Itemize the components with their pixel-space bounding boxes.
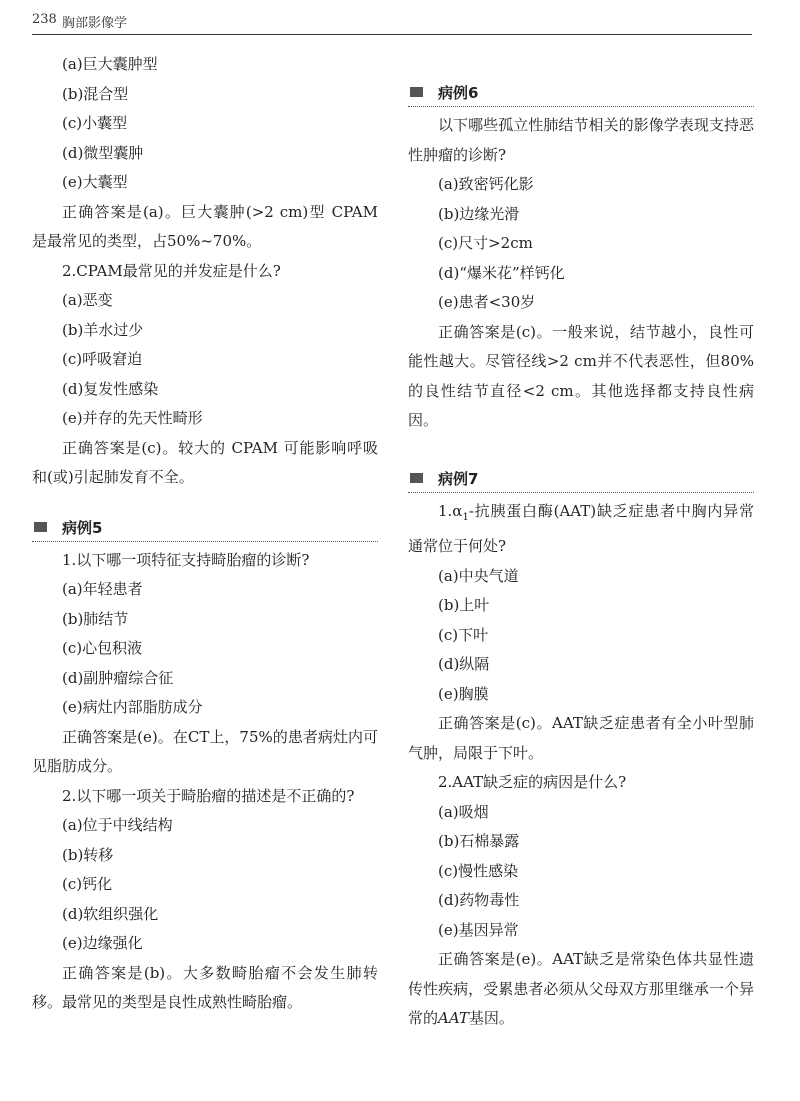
question-text: 2.以下哪一项关于畸胎瘤的描述是不正确的?: [62, 786, 355, 805]
option-item: (e)边缘强化: [62, 934, 143, 952]
option-item: (b)石棉暴露: [438, 832, 520, 850]
answer-text: 正确答案是(e)。AAT缺乏是常染色体共显性遗传性疾病，受累患者必须从父母双方那里继承一个异常的: [408, 950, 754, 1027]
question-rest: -抗胰蛋白酶(AAT)缺乏症患者中胸内异常通常位于何处?: [408, 501, 754, 555]
option-item: (a)恶变: [62, 291, 113, 309]
option-item: (b)转移: [62, 845, 114, 864]
option-item: (b)上叶: [438, 596, 490, 614]
question-text: 以下哪些孤立性肺结节相关的影像学表现支持恶性肿瘤的诊断?: [408, 116, 754, 164]
option-item: (a)位于中线结构: [62, 816, 173, 834]
case-title: 病例5: [62, 518, 103, 537]
question-text: 1.以下哪一项特征支持畸胎瘤的诊断?: [62, 550, 310, 569]
answer-paragraph: 正确答案是(c)。较大的 CPAM 可能影响呼吸和(或)引起肺发育不全。: [32, 438, 378, 486]
option-item: (c)小囊型: [62, 114, 128, 132]
question-text: 2.AAT缺乏症的病因是什么?: [438, 773, 627, 791]
option-item: (d)复发性感染: [62, 379, 159, 398]
alpha-subscript: 1: [462, 511, 469, 523]
option-item: (d)纵隔: [438, 655, 490, 673]
option-item: (c)慢性感染: [438, 861, 519, 880]
case-6-heading: [408, 80, 754, 107]
case-7-heading: [408, 466, 754, 493]
option-item: (d)药物毒性: [438, 891, 520, 909]
option-item: (e)大囊型: [62, 173, 128, 191]
square-bullet-icon: [410, 473, 423, 483]
answer-paragraph: 正确答案是(c)。一般来说，结节越小，良性可能性越大。尽管径线>2 cm并不代表恶性，但80%的良性结节直径<2 cm。其他选择都支持良性病因。: [408, 322, 754, 429]
option-item: (d)微型囊肿: [62, 143, 144, 162]
option-item: (d)软组织强化: [62, 904, 159, 923]
case-5-heading: [32, 515, 378, 542]
answer-paragraph: 正确答案是(b)。大多数畸胎瘤不会发生肺转移。最常见的类型是良性成熟性畸胎瘤。: [32, 963, 378, 1011]
answer-paragraph: 正确答案是(e)。在CT上，75%的患者病灶内可见脂肪成分。: [32, 727, 378, 775]
option-item: (c)尺寸>2cm: [438, 234, 533, 252]
answer-text-end: 基因。: [468, 1009, 514, 1027]
option-item: (a)中央气道: [438, 566, 519, 585]
option-item: (a)吸烟: [438, 802, 489, 821]
book-title: 胸部影像学: [62, 16, 128, 31]
option-item: (b)混合型: [62, 84, 129, 103]
right-column: [408, 50, 754, 1034]
answer-paragraph: [408, 945, 754, 1034]
question-text: [408, 497, 754, 562]
option-item: (e)基因异常: [438, 920, 519, 939]
option-item: (b)羊水过少: [62, 320, 144, 339]
question-prefix: 1.α: [438, 501, 463, 520]
option-item: (c)心包积液: [62, 639, 143, 657]
question-text: 2.CPAM最常见的并发症是什么?: [62, 261, 281, 280]
option-item: (c)下叶: [438, 625, 489, 644]
option-item: (d)“爆米花”样钙化: [438, 263, 565, 282]
page-number: 238: [32, 12, 57, 27]
option-item: (d)副肿瘤综合征: [62, 668, 174, 687]
option-item: (a)致密钙化影: [438, 175, 534, 193]
square-bullet-icon: [410, 87, 423, 97]
answer-paragraph: 正确答案是(a)。巨大囊肿(>2 cm)型 CPAM 是最常见的类型，占50%~70%。: [32, 202, 378, 250]
option-item: (b)肺结节: [62, 609, 129, 628]
option-item: (a)巨大囊肿型: [62, 55, 158, 73]
option-item: (c)钙化: [62, 875, 113, 893]
option-item: (b)边缘光滑: [438, 204, 520, 223]
option-item: (e)病灶内部脂肪成分: [62, 698, 203, 716]
gene-name: AAT: [438, 1009, 469, 1027]
case-title: 病例7: [438, 469, 479, 488]
option-item: (e)胸膜: [438, 684, 489, 703]
case-title: 病例6: [438, 84, 479, 102]
option-item: (a)年轻患者: [62, 580, 143, 598]
option-item: (e)患者<30岁: [438, 293, 536, 311]
page-header: [32, 8, 752, 35]
option-item: (c)呼吸窘迫: [62, 350, 143, 368]
left-column: [32, 50, 378, 1018]
square-bullet-icon: [34, 522, 47, 532]
answer-paragraph: 正确答案是(c)。AAT缺乏症患者有全小叶型肺气肿，局限于下叶。: [408, 714, 754, 762]
option-item: (e)并存的先天性畸形: [62, 409, 203, 427]
